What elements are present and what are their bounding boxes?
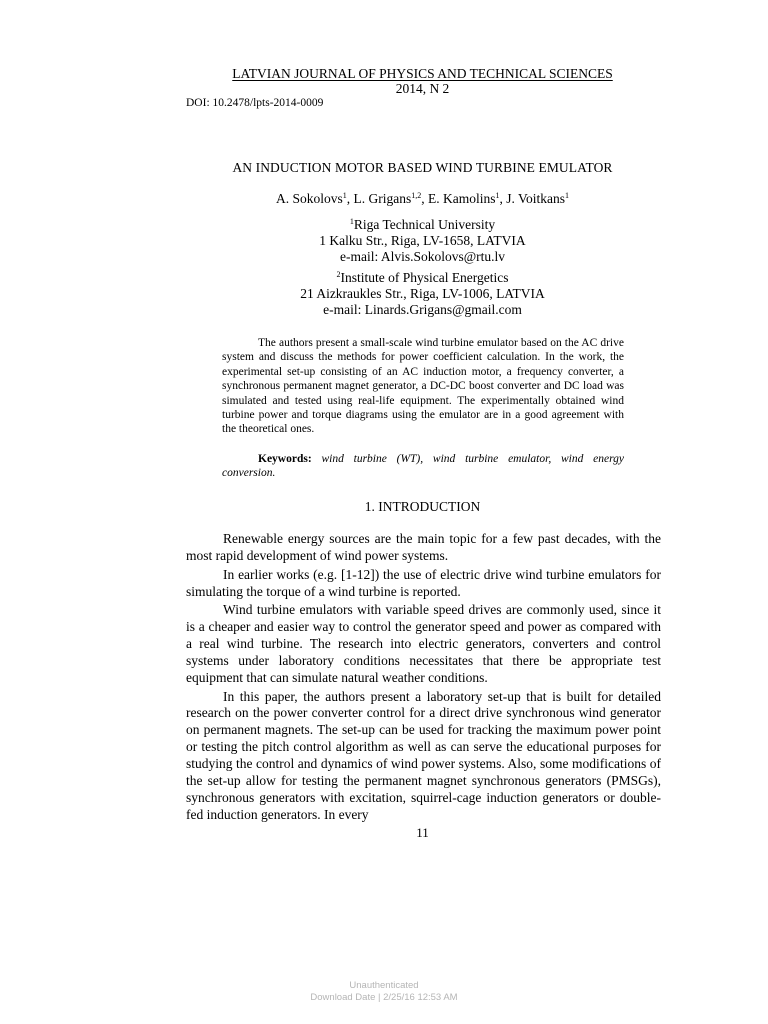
author-affil-mark: 1 — [565, 191, 570, 200]
author-name: J. Voitkans — [506, 191, 566, 206]
journal-issue: 2014, N 2 — [395, 81, 450, 96]
paper-title: AN INDUCTION MOTOR BASED WIND TURBINE EMULATOR — [232, 160, 613, 175]
author-name: A. Sokolovs — [275, 191, 343, 206]
paragraph: In earlier works (e.g. [1-12]) the use of electric drive wind turbine emulators for simulating the torque of a wind turbine is reported. — [186, 566, 661, 599]
paragraph: In this paper, the authors present a laboratory set-up that is built for detailed research on the power converter control for a direct drive synchronous wind generator on permanent magnets. The set-up can be used for tracking the maximum power point or testing the pitch control algorithm as well as can serve the educational purposes for studying the control and dynamics of wind power systems. Also, some modifications of the set-up allow for testing the permanent magnet synchronous generators (PMSGs), synchronous generators with excitation, squirrel-cage induction generators or double-fed induction generators. In every — [186, 688, 661, 822]
keywords-text: wind turbine (WT), wind turbine emulator, wind energy conversion. — [222, 453, 624, 480]
affil-mark: 2 — [336, 270, 341, 279]
download-watermark — [0, 980, 768, 1004]
section-heading: 1. INTRODUCTION — [364, 499, 481, 514]
author-separator: , — [421, 191, 428, 206]
author-affil-mark: 1,2 — [411, 191, 422, 200]
author-separator: , — [499, 191, 507, 206]
paragraph: Wind turbine emulators with variable speed drives are commonly used, since it is a cheaper and easier way to control the generator speed and power as compared with a real wind turbine. The research into electric generators, converters and control systems under laboratory conditions necessitates that there be appropriate test equipment that can simulate natural weather conditions. — [186, 602, 661, 685]
author-list — [0, 191, 768, 207]
affil-address: 1 Kalku Str., Riga, LV-1658, LATVIA — [319, 233, 526, 248]
affil-address: 21 Aizkraukles Str., Riga, LV-1006, LATVIA — [300, 286, 545, 301]
author-separator: , — [346, 191, 354, 206]
affil-mark: 1 — [349, 217, 354, 226]
affil-name: Institute of Physical Energetics — [340, 270, 509, 285]
keywords-label: Keywords: — [258, 453, 312, 465]
body-text — [186, 531, 661, 826]
affil-email: e-mail: Alvis.Sokolovs@rtu.lv — [339, 249, 506, 264]
page-number: 11 — [416, 825, 429, 840]
affiliation-1 — [0, 217, 768, 265]
author-affil-mark: 1 — [495, 191, 500, 200]
author-name: E. Kamolins — [427, 191, 496, 206]
author-name: L. Grigans — [353, 191, 412, 206]
abstract: The authors present a small-scale wind turbine emulator based on the AC drive system and discuss the methods for power coefficient calculation. In the work, the experimental set-up consisting of an AC induction motor, a frequency converter, a synchronous permanent magnet generator, a DC-DC boost converter and DC load was simulated and tested using real-life equipment. The experimentally obtained wind turbine power and torque diagrams using the emulator are in a good agreement with the theoretical ones. — [222, 337, 624, 436]
watermark-line: Download Date | 2/25/16 12:53 AM — [310, 992, 458, 1003]
watermark-line: Unauthenticated — [349, 980, 419, 991]
author-affil-mark: 1 — [342, 191, 347, 200]
affil-name: Riga Technical University — [353, 217, 496, 232]
affiliation-2 — [0, 270, 768, 318]
journal-title: LATVIAN JOURNAL OF PHYSICS AND TECHNICAL SCIENCES — [232, 66, 613, 81]
keywords — [222, 452, 624, 481]
paragraph: Renewable energy sources are the main topic for a few past decades, with the most rapid development of wind power systems. — [186, 531, 661, 563]
affil-email: e-mail: Linards.Grigans@gmail.com — [323, 302, 522, 317]
doi: DOI: 10.2478/lpts-2014-0009 — [186, 97, 324, 109]
